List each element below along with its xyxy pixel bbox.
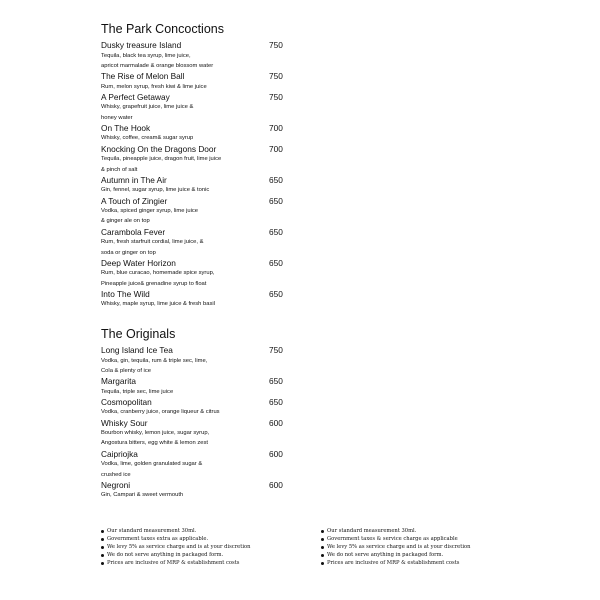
item-description: Tequila, pineapple juice, dragon fruit, lime juice <box>101 156 222 163</box>
item-description: apricot marmalade & orange blossom water <box>101 62 214 69</box>
item-description: soda or ginger on top <box>101 249 156 256</box>
item-price: 650 <box>269 376 283 387</box>
menu-item <box>101 418 291 449</box>
note-item: We levy 5% as service charge and is at your discretion <box>101 543 250 551</box>
item-name: Whisky Sour <box>101 417 148 428</box>
note-item: Prices are inclusive of MRP & establishment costs <box>101 559 250 567</box>
item-description: Rum, blue curacao, homemade spice syrup, <box>101 270 215 277</box>
item-name: Knocking On the Dragons Door <box>101 143 217 154</box>
menu-item <box>101 227 291 258</box>
note-item: Prices are inclusive of MRP & establishment costs <box>321 559 470 567</box>
note-item: Government taxes & service charge as applicable <box>321 535 470 543</box>
item-name: A Touch of Zingier <box>101 195 168 206</box>
item-price: 750 <box>269 345 283 355</box>
menu-item <box>101 175 291 196</box>
item-price: 750 <box>269 40 283 50</box>
item-description: Vodka, lime, golden granulated sugar & <box>101 461 203 468</box>
item-name: Into The Wild <box>101 288 150 299</box>
item-description: Rum, melon syrup, fresh kiwi & lime juice <box>101 83 207 90</box>
item-description: Vodka, cranberry juice, orange liqueur & citrus <box>101 409 220 416</box>
item-description: Whisky, grapefruit juice, lime juice & <box>101 104 194 111</box>
menu-item <box>101 289 291 310</box>
item-description: Whisky, maple syrup, lime juice & fresh basil <box>101 301 215 308</box>
menu-item <box>101 449 291 480</box>
notes-right <box>321 527 470 567</box>
item-name: Deep Water Horizon <box>101 257 176 268</box>
item-description: Cola & plenty of ice <box>101 367 151 374</box>
menu-item <box>101 144 291 175</box>
menu-section-park-concoctions <box>101 21 291 310</box>
item-description: Whisky, coffee, cream& sugar syrup <box>101 135 194 142</box>
item-name: A Perfect Getaway <box>101 91 170 102</box>
menu-item <box>101 376 291 397</box>
item-name: Long Island Ice Tea <box>101 345 173 355</box>
item-description: Bourbon whisky, lemon juice, sugar syrup, <box>101 430 210 437</box>
item-price: 700 <box>269 122 283 133</box>
item-price: 600 <box>269 417 283 428</box>
item-description: & pinch of salt <box>101 166 138 173</box>
note-item: Our standard measurement 30ml. <box>101 527 250 535</box>
item-price: 650 <box>269 396 283 407</box>
notes-left <box>101 527 250 567</box>
item-description: & ginger ale on top <box>101 218 150 225</box>
item-price: 750 <box>269 91 283 102</box>
item-description: Gin, Campari & sweet vermouth <box>101 492 184 499</box>
item-price: 650 <box>269 174 283 185</box>
item-description: Vodka, gin, tequila, rum & triple sec, lime, <box>101 357 208 364</box>
item-name: Autumn in The Air <box>101 174 167 185</box>
item-name: The Rise of Melon Ball <box>101 71 185 82</box>
section-title: The Originals <box>101 327 176 341</box>
menu-item <box>101 397 291 418</box>
note-item: Our standard measurement 30ml. <box>321 527 470 535</box>
note-item: We do not serve anything in packaged form. <box>101 551 250 559</box>
item-price: 650 <box>269 257 283 268</box>
item-name: Margarita <box>101 376 137 387</box>
item-description: Gin, fennel, sugar syrup, lime juice & tonic <box>101 187 210 194</box>
item-description: Tequila, triple sec, lime juice <box>101 388 174 395</box>
item-description: crushed ice <box>101 471 131 478</box>
item-name: Cosmopolitan <box>101 396 152 407</box>
menu-section-originals <box>101 326 291 501</box>
section-title: The Park Concoctions <box>101 22 224 36</box>
item-price: 600 <box>269 448 283 459</box>
menu-item <box>101 71 291 92</box>
item-name: Negroni <box>101 479 131 490</box>
note-item: We do not serve anything in packaged form. <box>321 551 470 559</box>
item-price: 650 <box>269 288 283 299</box>
menu-item <box>101 196 291 227</box>
item-name: Dusky treasure Island <box>101 40 182 50</box>
item-name: Caipriojka <box>101 448 138 459</box>
item-price: 650 <box>269 195 283 206</box>
menu-item <box>101 92 291 123</box>
item-price: 750 <box>269 71 283 82</box>
note-item: Government taxes extra as applicable. <box>101 535 250 543</box>
item-name: Carambola Fever <box>101 226 166 237</box>
item-price: 600 <box>269 479 283 490</box>
item-name: On The Hook <box>101 122 151 133</box>
note-item: We levy 5% as service charge and is at your discretion <box>321 543 470 551</box>
menu-item <box>101 258 291 289</box>
item-description: Vodka, spiced ginger syrup, lime juice <box>101 208 198 215</box>
item-price: 700 <box>269 143 283 154</box>
item-description: honey water <box>101 114 133 121</box>
menu-item <box>101 40 291 71</box>
item-description: Pineapple juice& grenadine syrup to float <box>101 280 207 287</box>
menu-item <box>101 480 291 501</box>
item-description: Rum, fresh starfruit cordial, lime juice, & <box>101 239 204 246</box>
item-price: 650 <box>269 226 283 237</box>
item-description: Angostura bitters, egg white & lemon zest <box>101 440 208 447</box>
menu-item <box>101 345 291 376</box>
menu-item <box>101 123 291 144</box>
item-description: Tequila, black tea syrup, lime juice, <box>101 52 191 59</box>
